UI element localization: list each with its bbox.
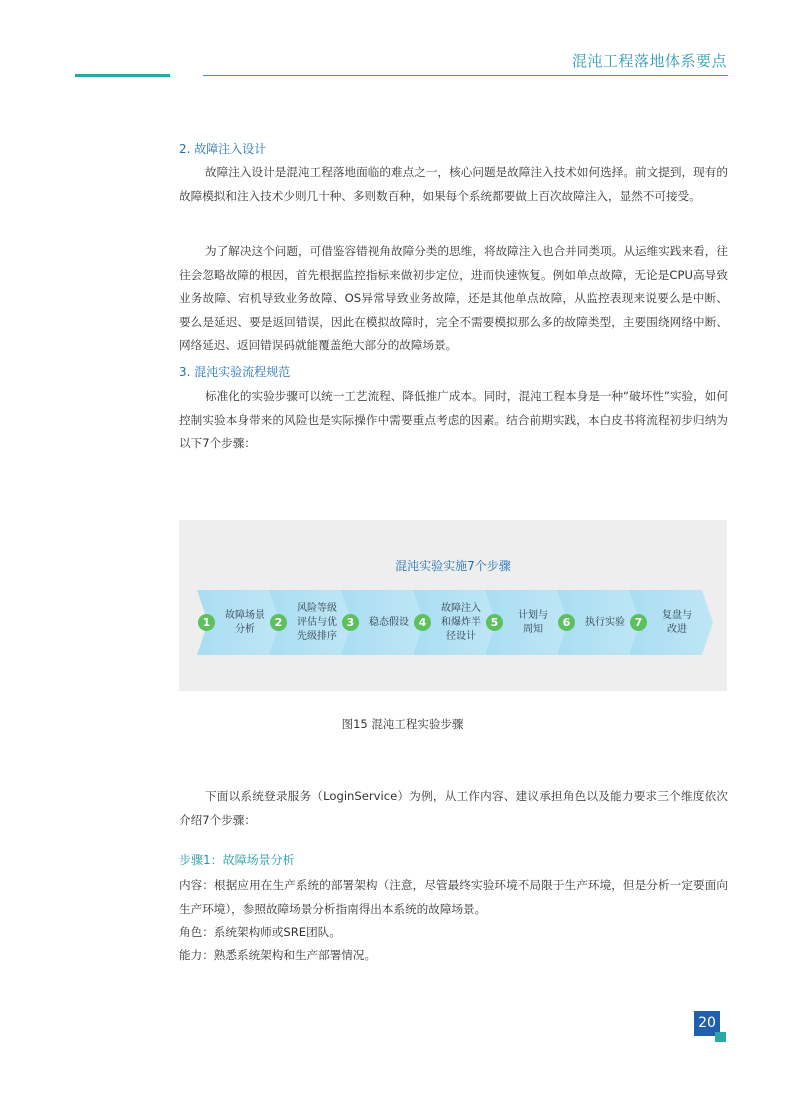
step-1-role: 角色：系统架构师或SRE团队。 (179, 925, 341, 939)
section-2-paragraph-2: 为了解决这个问题，可借鉴容错视角故障分类的思维，将故障注入也合并同类项。从运维实践来看，往往会忽略故障的根因，首先根据监控指标来做初步定位，进而快速恢复。例如单点故障，无论是CPU高导致业务故障、宕机导致业务故障、OS异常导致业务故障，还是其他单点故障，从监控表现来说要么是中断、要么是延迟、要是返回错误，因此在模拟故障时，完全不需要模拟那么多的故障类型，主要围绕网络中断、网络延迟、返回错误码就能覆盖绝大部分的故障场景。 (179, 244, 728, 352)
step-1-number: 1 (198, 614, 215, 631)
running-header-title: 混沌工程落地体系要点 (571, 52, 727, 70)
step-2-label: 风险等级 评估与优 先级排序 (297, 602, 337, 642)
figure-caption: 图15 混沌工程实验步骤 (341, 717, 464, 731)
step-4-number: 4 (414, 614, 431, 631)
page-number-accent (715, 1032, 726, 1042)
process-diagram (179, 520, 727, 691)
section-2-paragraph-1: 故障注入设计是混沌工程落地面临的难点之一，核心问题是故障注入技术如何选择。前文提到，现有的故障模拟和注入技术少则几十种、多则数百种，如果每个系统都要做上百次故障注入，显然不可接受。 (179, 165, 728, 203)
step-6-number: 6 (558, 614, 575, 631)
diagram-title: 混沌实验实施7个步骤 (395, 559, 511, 573)
step-1-heading: 步骤1：故障场景分析 (179, 853, 295, 867)
step-3-number: 3 (342, 614, 359, 631)
header-rule (203, 75, 728, 76)
section-3-paragraph-1: 标准化的实验步骤可以统一工艺流程、降低推广成本。同时，混沌工程本身是一种“破坏性”实验，如何控制实验本身带来的风险也是实际操作中需要重点考虑的因素。结合前期实践，本白皮书将流程初步归纳为以下7个步骤： (179, 389, 728, 450)
step-5-number: 5 (486, 614, 503, 631)
step-2-number: 2 (270, 614, 287, 631)
intro-paragraph: 下面以系统登录服务（LoginService）为例，从工作内容、建议承担角色以及能力要求三个维度依次介绍7个步骤： (179, 789, 728, 827)
step-3-label: 稳态假设 (369, 616, 409, 628)
step-1-label: 故障场景 分析 (225, 609, 265, 635)
step-7-label: 复盘与 改进 (662, 609, 692, 635)
header-accent-bar (75, 74, 170, 77)
step-5-label: 计划与 周知 (518, 609, 548, 635)
step-1-content: 内容：根据应用在生产系统的部署架构（注意，尽管最终实验环境不局限于生产环境，但是分析一定要面向生产环境），参照故障场景分析指南得出本系统的故障场景。 (179, 878, 728, 916)
step-1-ability: 能力：熟悉系统架构和生产部署情况。 (179, 948, 377, 962)
section-3-title: 3. 混沌实验流程规范 (179, 365, 291, 379)
page-number: 20 (694, 1011, 720, 1036)
step-6-label: 执行实验 (585, 616, 625, 628)
section-2-title: 2. 故障注入设计 (179, 142, 267, 156)
step-4-label: 故障注入 和爆炸半 径设计 (441, 602, 481, 642)
step-7-number: 7 (630, 614, 647, 631)
